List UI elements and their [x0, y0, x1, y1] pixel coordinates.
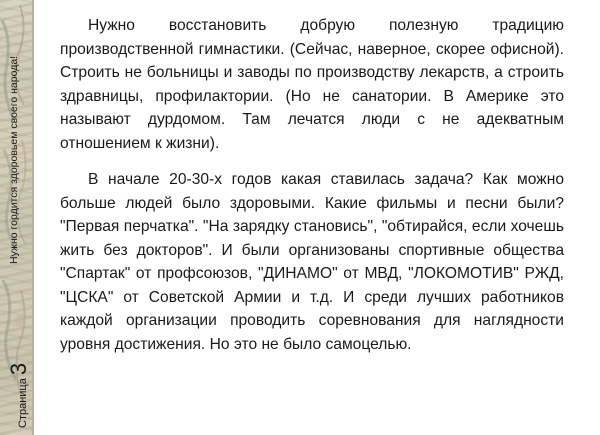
paragraph-2: В начале 20-30-х годов какая ставилась задача? Как можно больше людей было здоровыми. Какие фильмы и песни были? "Первая перчатка". "На зарядку становись", "обтирайся, если хочешь жить без докторов". И были организованы спортивные общества "Спартак" от профсоюзов, "ДИНАМО" от МВД, "ЛОКОМОТИВ" РЖД, "ЦСКА" от Советской Армии и т.д. И среди лучших работников каждой организации проводить соревнования для наглядности уровня достижения. Но это не было самоцелью. [60, 171, 564, 353]
sidebar-divider [32, 0, 34, 435]
document-body [60, 14, 564, 369]
page-number-label [8, 363, 30, 428]
paragraph-1: Нужно восстановить добрую полезную традицию производственной гимнастики. (Сейчас, наверное, скорее офисной). Строить не больницы и заводы по производству лекарств, а строить здравницы, профилактории. (Но не санатории. В Америке это называют дурдомом. Там лечатся люди с не адекватным отношением к жизни). [60, 17, 564, 152]
page-number: 3 [6, 362, 31, 376]
decorative-sidebar [0, 0, 32, 435]
page-word: Страница [17, 378, 29, 428]
sidebar-caption: Нужно гордится здоровьем своего народа! [8, 55, 20, 264]
